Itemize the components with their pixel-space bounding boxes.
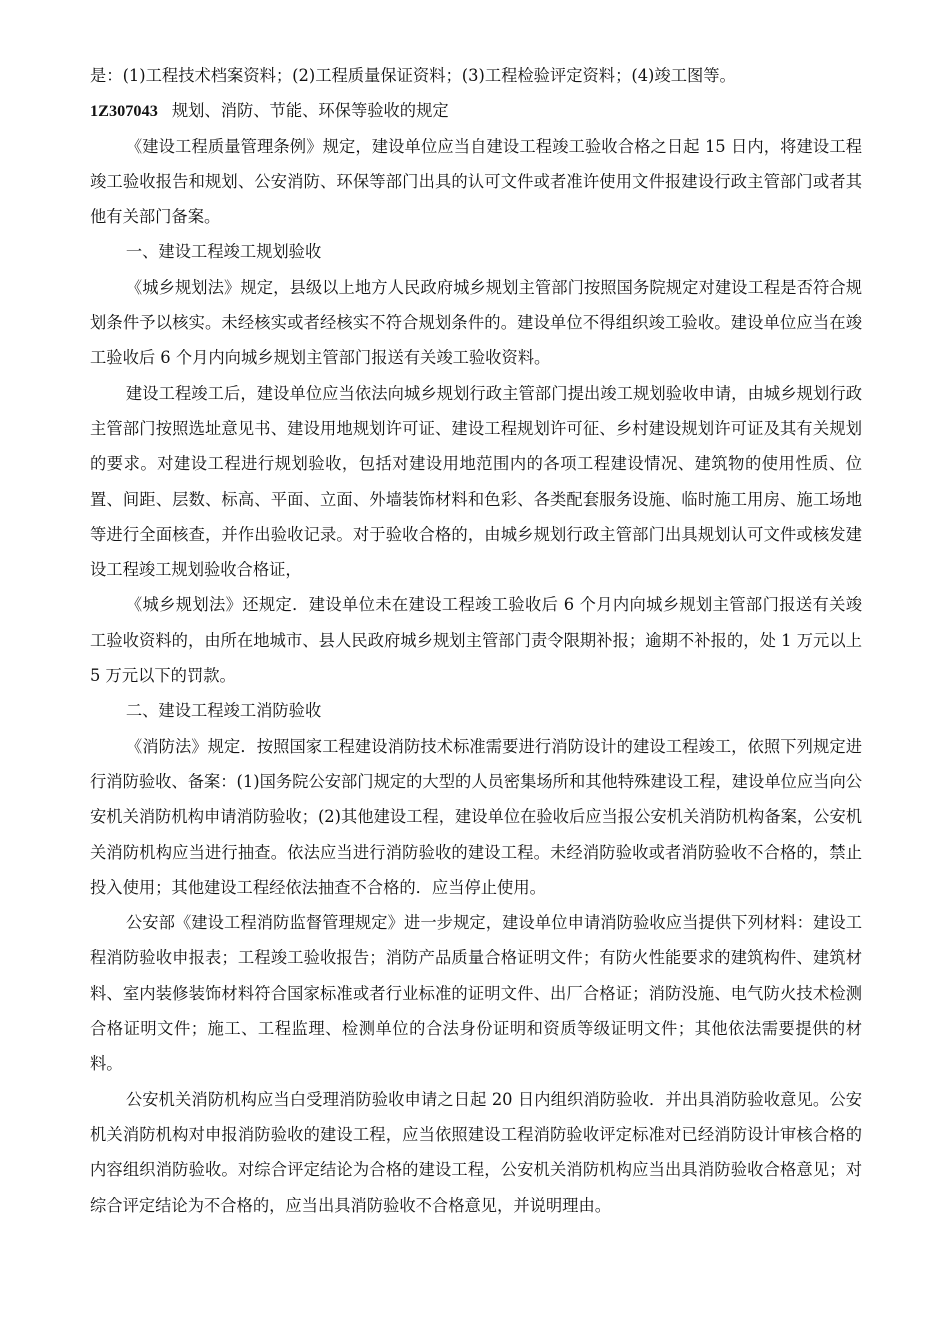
- paragraph-filing-rule: 《建设工程质量管理条例》规定，建设单位应当自建设工程竣工验收合格之日起 15 日内，将建设工程竣工验收报告和规划、公安消防、环保等部门出具的认可文件或者准许使用文件报建设行政主管部门或者其他有关部门备案。: [90, 136, 862, 227]
- paragraph-fire-materials: 公安部《建设工程消防监督管理规定》进一步规定，建设单位申请消防验收应当提供下列材料：建设工程消防验收申报表；工程竣工验收报告；消防产品质量合格证明文件；有防火性能要求的建筑构件、建筑材料、室内装修装饰材料符合国家标准或者行业标准的证明文件、出厂合格证；消防没施、电气防火技术检测合格证明文件；施工、工程监理、检测单位的合法身份证明和资质等级证明文件；其他依法需要提供的材料。: [90, 913, 862, 1074]
- paragraph-fire-law: 《消防法》规定．按照国家工程建设消防技术标准需要进行消防设计的建设工程竣工，依照下列规定进行消防验收、备案：(1)国务院公安部门规定的大型的人员密集场所和其他特殊建设工程，建设单位应当向公安机关消防机构申请消防验收；(2)其他建设工程，建设单位在验收后应当报公安机关消防机构备案，公安机关消防机构应当进行抽查。依法应当进行消防验收的建设工程。未经消防验收或者消防验收不合格的，禁止投入使用；其他建设工程经依法抽查不合格的．应当停止使用。: [90, 736, 863, 897]
- section-title: 规划、消防、节能、环保等验收的规定: [171, 101, 449, 121]
- paragraph-planning-procedure: 建设工程竣工后，建设单位应当依法向城乡规划行政主管部门提出竣工规划验收申请，由城乡规划行政主管部门按照选址意见书、建设用地规划许可证、建设工程规划许可征、乡村建设规划许可证及其有关规划的要求。对建设工程进行规划验收，包括对建设用地范围内的各项工程建设情况、建筑物的使用性质、位置、间距、层数、标高、平面、立面、外墙装饰材料和色彩、各类配套服务设施、临时施工用房、施工场地等进行全面核查，并作出验收记录。对于验收合格的，由城乡规划行政主管部门出具规划认可文件或核发建设工程竣工规划验收合格证，: [90, 383, 862, 580]
- subheading-planning-acceptance: 一、建设工程竣工规划验收: [125, 242, 322, 262]
- paragraph-fire-inspection: 公安机关消防机构应当白受理消防验收申请之日起 20 日内组织消防验收．并出具消防验收意见。公安机关消防机构对申报消防验收的建设工程，应当依照建设工程消防验收评定标准对已经消防设计审核合格的内容组织消防验收。对综合评定结论为合格的建设工程，公安机关消防机构应当出具消防验收合格意见；对综合评定结论为不合格的，应当出具消防验收不合格意见，并说明理由。: [90, 1089, 862, 1215]
- subheading-fire-acceptance: 二、建设工程竣工消防验收: [125, 701, 322, 721]
- paragraph-urban-planning-law: 《城乡规划法》规定，县级以上地方人民政府城乡规划主管部门按照国务院规定对建设工程是否符合规划条件予以核实。未经核实或者经核实不符合规划条件的。建设单位不得组织竣工验收。建设单位应当在竣工验收后 6 个月内向城乡规划主管部门报送有关竣工验收资料。: [90, 277, 862, 368]
- intro-line: 是：(1)工程技术档案资料；(2)工程质量保证资料；(3)工程检验评定资料；(4)竣工图等。: [90, 66, 736, 85]
- section-code: 1Z307043: [90, 101, 158, 121]
- paragraph-planning-penalty: 《城乡规划法》还规定．建设单位未在建设工程竣工验收后 6 个月内向城乡规划主管部门报送有关竣工验收资料的，由所在地城市、县人民政府城乡规划主管部门责令限期补报；逾期不补报的，处 1 万元以上 5 万元以下的罚款。: [90, 595, 862, 686]
- section-heading: [90, 93, 862, 128]
